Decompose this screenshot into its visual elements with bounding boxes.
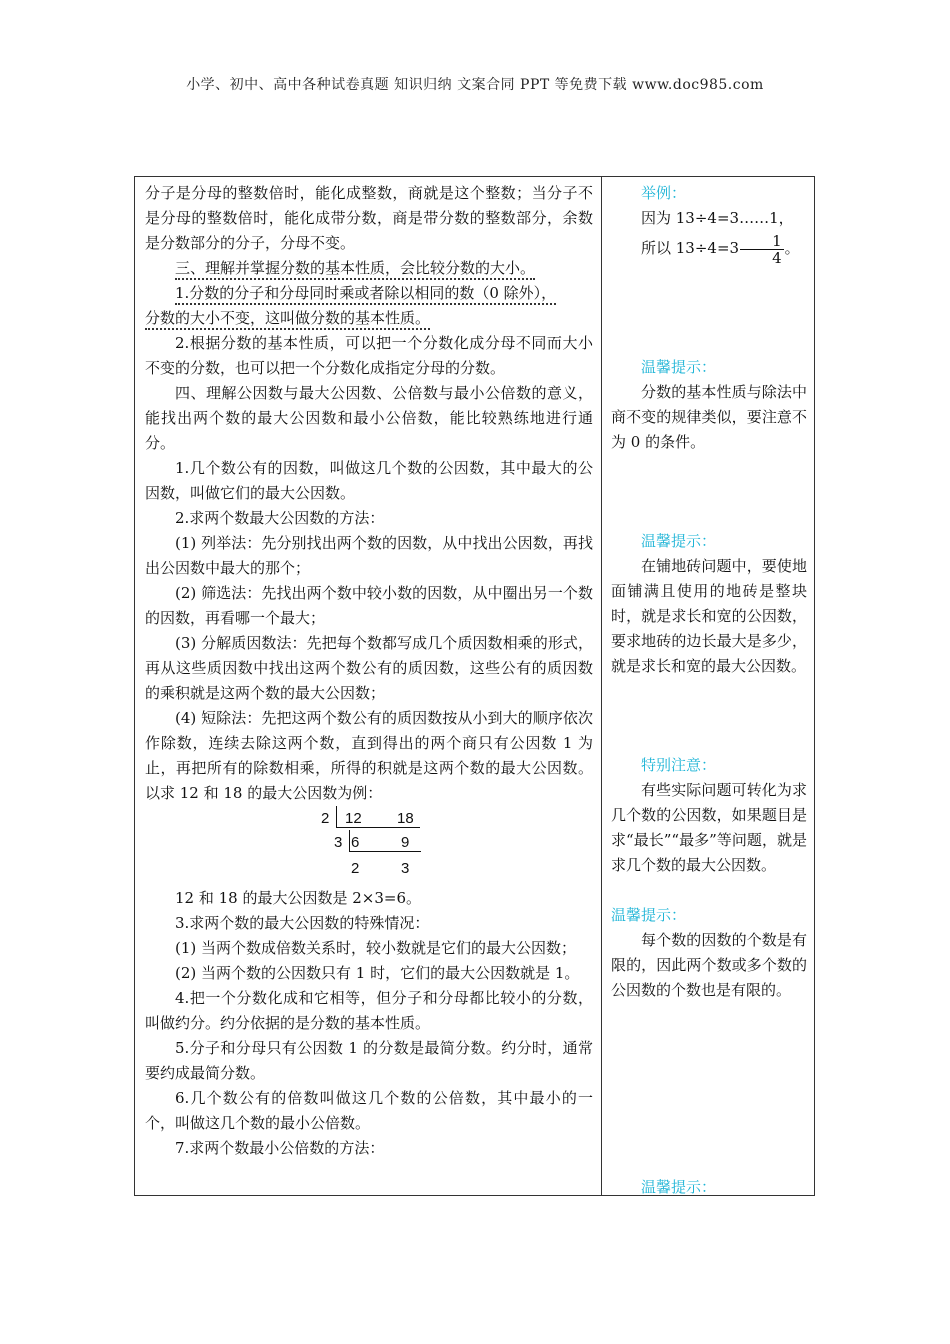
tip-1-title: 温馨提示：	[641, 358, 717, 376]
reduction-definition: 4.把一个分数化成和它相等，但分子和分母都比较小的分数，叫做约分。约分依据的是分数的基本性质。	[145, 989, 593, 1032]
common-multiple-definition: 6.几个数公有的倍数叫做这几个数的公倍数，其中最小的一个，叫做这几个数的最小公倍数。	[145, 1089, 593, 1132]
quotient-b2: 9	[401, 834, 410, 851]
example-box	[611, 181, 807, 266]
divisor-1: 2	[321, 810, 330, 827]
tip-3-title: 特别注意：	[641, 756, 717, 774]
example-title: 举例：	[641, 184, 687, 202]
paragraph-division-rule: 分子是分母的整数倍时，能化成整数，商就是这个整数；当分子不是分母的整数倍时，能化成带分数，商是带分数的整数部分，余数是分数部分的分子，分母不变。	[145, 184, 593, 252]
gcf-method-heading: 2.求两个数最大公因数的方法：	[175, 509, 385, 527]
tip-box-4	[611, 903, 807, 1003]
tip-box-5	[611, 1175, 807, 1200]
method-prime-factorization: (3) 分解质因数法：先把每个数都写成几个质因数相乘的形式，再从这些质因数中找出这两个数公有的质因数，这些公有的质因数的乘积就是这两个数的最大公因数；	[145, 634, 593, 702]
quotient-a2: 6	[351, 834, 360, 851]
page-header: 小学、初中、高中各种试卷真题 知识归纳 文案合同 PPT 等免费下载 www.doc985.com	[186, 77, 764, 93]
quotient-a3: 2	[351, 860, 360, 877]
example-line-1: 因为 13÷4=3……1，	[641, 209, 794, 227]
method-screening: (2) 筛选法：先找出两个数中较小数的因数，从中圈出另一个数的因数，再看哪一个最大；	[145, 584, 593, 627]
section-three-heading: 三、理解并掌握分数的基本性质，会比较分数的大小。	[145, 256, 593, 281]
dividend-a1: 12	[345, 810, 362, 827]
content-table	[134, 176, 815, 1196]
tip-2-title: 温馨提示：	[641, 532, 717, 550]
divisor-2: 3	[334, 834, 343, 851]
basic-property-application: 2.根据分数的基本性质，可以把一个分数化成分母不同而大小不变的分数，也可以把一个分数化成指定分母的分数。	[145, 334, 593, 377]
dividend-b1: 18	[397, 810, 414, 827]
method-listing: (1) 列举法：先分别找出两个数的因数，从中找出公因数，再找出公因数中最大的那个；	[145, 534, 593, 577]
column-divider	[601, 177, 602, 1195]
tip-4-text: 每个数的因数的个数是有限的，因此两个数或多个数的公因数的个数也是有限的。	[611, 931, 807, 999]
division-bar-2	[349, 830, 350, 852]
tip-box-3	[611, 753, 807, 878]
basic-property-definition: 1.分数的分子和分母同时乘或者除以相同的数（0 除外）， 分数的大小不变，这叫做分数的基本性质。	[145, 281, 593, 331]
short-division-diagram	[145, 806, 593, 886]
division-bar-1	[336, 806, 337, 828]
simplest-fraction-definition: 5.分子和分母只有公因数 1 的分数是最简分数。约分时，通常要约成最简分数。	[145, 1039, 593, 1082]
example-line-2: 所以 13÷4=3 $\frac{1}{4}$ 。	[641, 231, 800, 267]
quotient-b3: 3	[401, 860, 410, 877]
tip-3-text: 有些实际问题可转化为求几个数的公因数，如果题目是求“最长”“最多”等问题，就是求几个数的最大公因数。	[611, 781, 807, 874]
tip-5-title: 温馨提示：	[641, 1178, 717, 1196]
special-cases-heading: 3.求两个数的最大公因数的特殊情况：	[175, 914, 430, 932]
division-line-2	[349, 851, 421, 852]
special-case-coprime: (2) 当两个数的公因数只有 1 时，它们的最大公因数就是 1。	[175, 964, 580, 982]
section-four-heading: 四、理解公因数与最大公因数、公倍数与最小公倍数的意义，能找出两个数的最大公因数和最小公倍数，能比较熟练地进行通分。	[145, 384, 593, 452]
fraction-one-quarter: $\frac{1}{4}$	[740, 233, 784, 266]
tip-4-title: 温馨提示：	[611, 906, 687, 924]
tip-box-1	[611, 355, 807, 455]
main-column	[145, 181, 593, 1161]
tip-1-text: 分数的基本性质与除法中商不变的规律类似，要注意不为 0 的条件。	[611, 383, 807, 451]
method-short-division: (4) 短除法：先把这两个数公有的质因数按从小到大的顺序依次作除数，连续去除这两个数，直到得出的两个商只有公因数 1 为止，再把所有的除数相乘，所得的积就是这两个数的最大公因数。以求 12 和 18 的最大公因数为例：	[145, 709, 593, 802]
common-factor-definition: 1.几个数公有的因数，叫做这几个数的公因数，其中最大的公因数，叫做它们的最大公因数。	[145, 459, 593, 502]
tip-2-text: 在铺地砖问题中，要使地面铺满且使用的地砖是整块时，就是求长和宽的公因数，要求地砖的边长最大是多少，就是求长和宽的最大公因数。	[611, 557, 807, 675]
tip-box-2	[611, 529, 807, 679]
lcm-method-heading: 7.求两个数最小公倍数的方法：	[175, 1139, 385, 1157]
special-case-multiple: (1) 当两个数成倍数关系时，较小数就是它们的最大公因数；	[175, 939, 577, 957]
division-line-1	[336, 827, 420, 828]
gcf-result: 12 和 18 的最大公因数是 2×3=6。	[175, 889, 422, 907]
